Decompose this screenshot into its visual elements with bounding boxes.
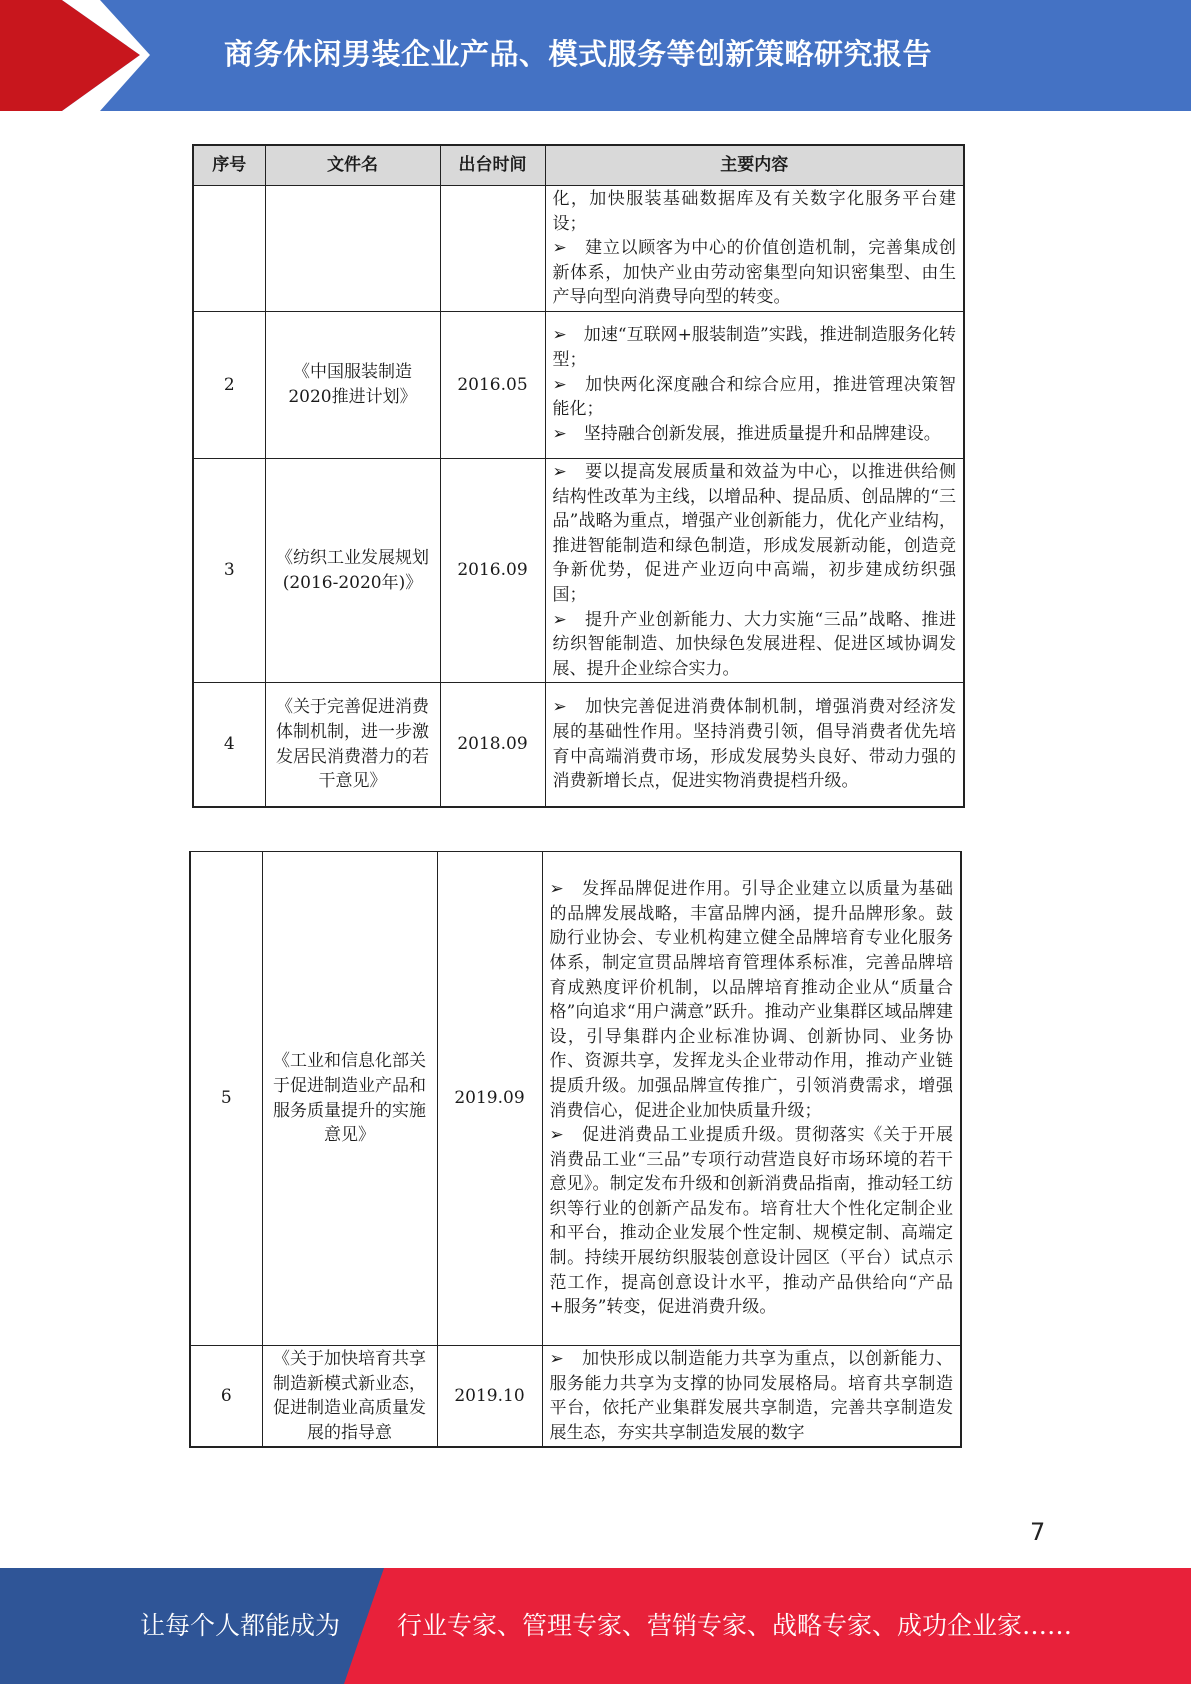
table-header-row [193, 145, 964, 186]
footer-slogan-left: 让每个人都能成为 [140, 1611, 341, 1640]
row-date: 2016.05 [440, 311, 545, 458]
row-content: ➢ 要以提高发展质量和效益为中心，以推进供给侧结构性改革为主线，以增品种、提品质、创品牌的“三品”战略为重点，增强产业创新能力，优化产业结构，推进智能制造和绿色制造，形成发展新动能，创造竞争新优势，促进产业迈向中高端，初步建成纺织强国； ➢ 提升产业创新能力、大力实施“三品”战略、推进纺织智能制造、加快绿色发展进程、促进区域协调发展、提升企业综合实力。 [545, 458, 964, 682]
column-header-content: 主要内容 [545, 145, 964, 186]
row-date [440, 186, 545, 312]
policy-table-part-2 [189, 851, 962, 1448]
row-number [193, 186, 265, 312]
table-row [193, 186, 964, 312]
row-number: 2 [193, 311, 265, 458]
row-content: ➢ 加快完善促进消费体制机制，增强消费对经济发展的基础性作用。坚持消费引领，倡导消费者优先培育中高端消费市场，形成发展势头良好、带动力强的消费新增长点，促进实物消费提档升级。 [545, 683, 964, 807]
row-date: 2016.09 [440, 458, 545, 682]
column-header-file-name: 文件名 [265, 145, 440, 186]
row-content: ➢ 加快形成以制造能力共享为重点，以创新能力、服务能力共享为支撑的协同发展格局。培育共享制造平台，依托产业集群发展共享制造，完善共享制造发展生态，夯实共享制造发展的数字 [542, 1346, 961, 1448]
row-number: 3 [193, 458, 265, 682]
row-content: 化，加快服装基础数据库及有关数字化服务平台建设； ➢ 建立以顾客为中心的价值创造机制，完善集成创新体系，加快产业由劳动密集型向知识密集型、由生产导向型向消费导向型的转变。 [545, 186, 964, 312]
row-number: 4 [193, 683, 265, 807]
table-row [193, 683, 964, 807]
row-file-name: 《纺织工业发展规划(2016-2020年)》 [265, 458, 440, 682]
row-file-name: 《中国服装制造2020推进计划》 [265, 311, 440, 458]
page-header [0, 0, 1191, 111]
policy-table-part-1 [192, 144, 965, 808]
table-row [190, 1346, 961, 1448]
row-content: ➢ 加速“互联网+服装制造”实践，推进制造服务化转型； ➢ 加快两化深度融合和综合应用，推进管理决策智能化； ➢ 坚持融合创新发展，推进质量提升和品牌建设。 [545, 311, 964, 458]
row-date: 2019.10 [437, 1346, 542, 1448]
footer-slogan-right: 行业专家、管理专家、营销专家、战略专家、成功企业家…… [397, 1611, 1073, 1640]
row-number: 6 [190, 1346, 262, 1448]
row-date: 2019.09 [437, 852, 542, 1346]
table-row [190, 852, 961, 1346]
row-file-name: 《工业和信息化部关于促进制造业产品和服务质量提升的实施意见》 [262, 852, 437, 1346]
page-title: 商务休闲男装企业产品、模式服务等创新策略研究报告 [224, 37, 933, 71]
row-number: 5 [190, 852, 262, 1346]
row-file-name [265, 186, 440, 312]
column-header-date: 出台时间 [440, 145, 545, 186]
row-file-name: 《关于完善促进消费体制机制，进一步激发居民消费潜力的若干意见》 [265, 683, 440, 807]
page-footer [0, 1568, 1191, 1684]
column-header-number: 序号 [193, 145, 265, 186]
page-number: 7 [1030, 1518, 1046, 1546]
row-content: ➢ 发挥品牌促进作用。引导企业建立以质量为基础的品牌发展战略，丰富品牌内涵，提升品牌形象。鼓励行业协会、专业机构建立健全品牌培育专业化服务体系，制定宣贯品牌培育管理体系标准，完善品牌培育成熟度评价机制，以品牌培育推动企业从“质量合格”向追求“用户满意”跃升。推动产业集群区域品牌建设，引导集群内企业标准协调、创新协同、业务协作、资源共享，发挥龙头企业带动作用，推动产业链提质升级。加强品牌宣传推广，引领消费需求，增强消费信心，促进企业加快质量升级； ➢ 促进消费品工业提质升级。贯彻落实《关于开展消费品工业“三品”专项行动营造良好市场环境的若干意见》。制定发布升级和创新消费品指南，推动轻工纺织等行业的创新产品发布。培育壮大个性化定制企业和平台，推动企业发展个性定制、规模定制、高端定制。持续开展纺织服装创意设计园区（平台）试点示范工作，提高创意设计水平，推动产品供给向“产品+服务”转变，促进消费升级。 [542, 852, 961, 1346]
row-date: 2018.09 [440, 683, 545, 807]
table-row [193, 311, 964, 458]
row-file-name: 《关于加快培育共享制造新模式新业态，促进制造业高质量发展的指导意 [262, 1346, 437, 1448]
table-row [193, 458, 964, 682]
